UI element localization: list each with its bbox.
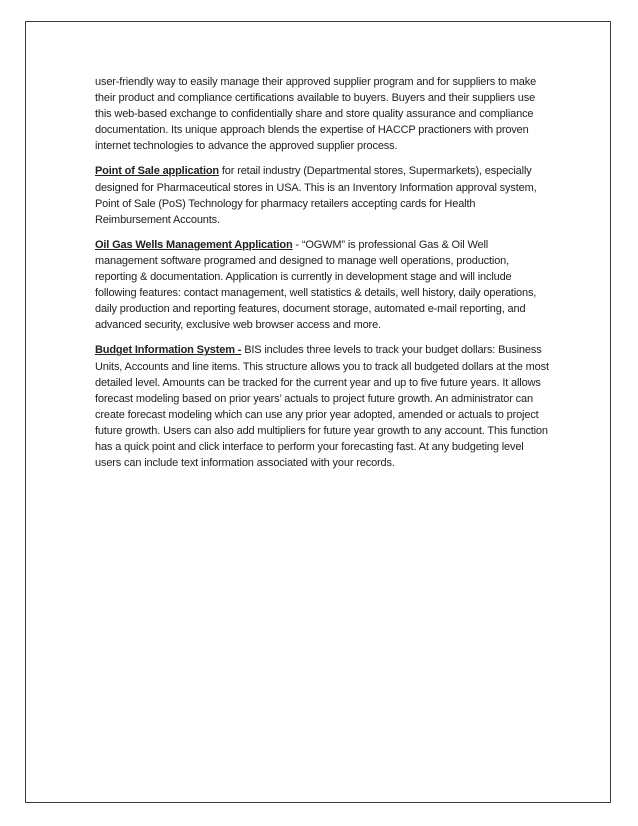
intro-paragraph: user-friendly way to easily manage their approved supplier program and for suppliers to make their product and compliance certifications available to buyers. Buyers and their suppliers use this web-based exchange to confidentially share and store quality assurance and compliance documentation. Its unique approach blends the expertise of HACCP practioners with proven internet technologies to advance the approved supplier process. bbox=[95, 76, 537, 153]
pos-heading: Point of Sale application bbox=[95, 165, 219, 178]
pos-paragraph bbox=[95, 163, 550, 227]
document-body bbox=[95, 74, 550, 480]
bis-paragraph bbox=[95, 342, 550, 471]
ogwm-body: “OGWM” is professional Gas & Oil Well management software programed and designed to manage well operations, production, reporting & documentation. Application is currently in development stage and will include following features: contact management, well statistics & details, well history, daily operations, daily production and reporting features, document storage, automated e-mail reporting, and advanced security, exclusive web browser access and more. bbox=[95, 238, 537, 332]
ogwm-separator: - bbox=[292, 238, 302, 251]
ogwm-heading: Oil Gas Wells Management Application bbox=[95, 238, 293, 251]
ogwm-paragraph bbox=[95, 237, 550, 334]
bis-heading: Budget Information System - bbox=[95, 344, 242, 357]
bis-body: BIS includes three levels to track your budget dollars: Business Units, Accounts and line items. This structure allows you to track all budgeted dollars at the most detailed level. Amounts can be tracked for the current year and up to five future years. It allows forecast modeling based on prior years’ actuals to project future growth. An administrator can create forecast modeling which can use any prior year adopted, amended or actuals to project future growth. Users can also add multipliers for future year growth to any account. This function has a quick point and click interface to perform your forecasting fast. At any budgeting level users can include text information associated with your records. bbox=[95, 344, 549, 470]
pos-body: for retail industry (Departmental stores, Supermarkets), especially designed for Pharmaceutical stores in USA. This is an Inventory Information approval system, Point of Sale (PoS) Technology for pharmacy retailers accepting cards for Health Reimbursement Accounts. bbox=[95, 165, 537, 226]
